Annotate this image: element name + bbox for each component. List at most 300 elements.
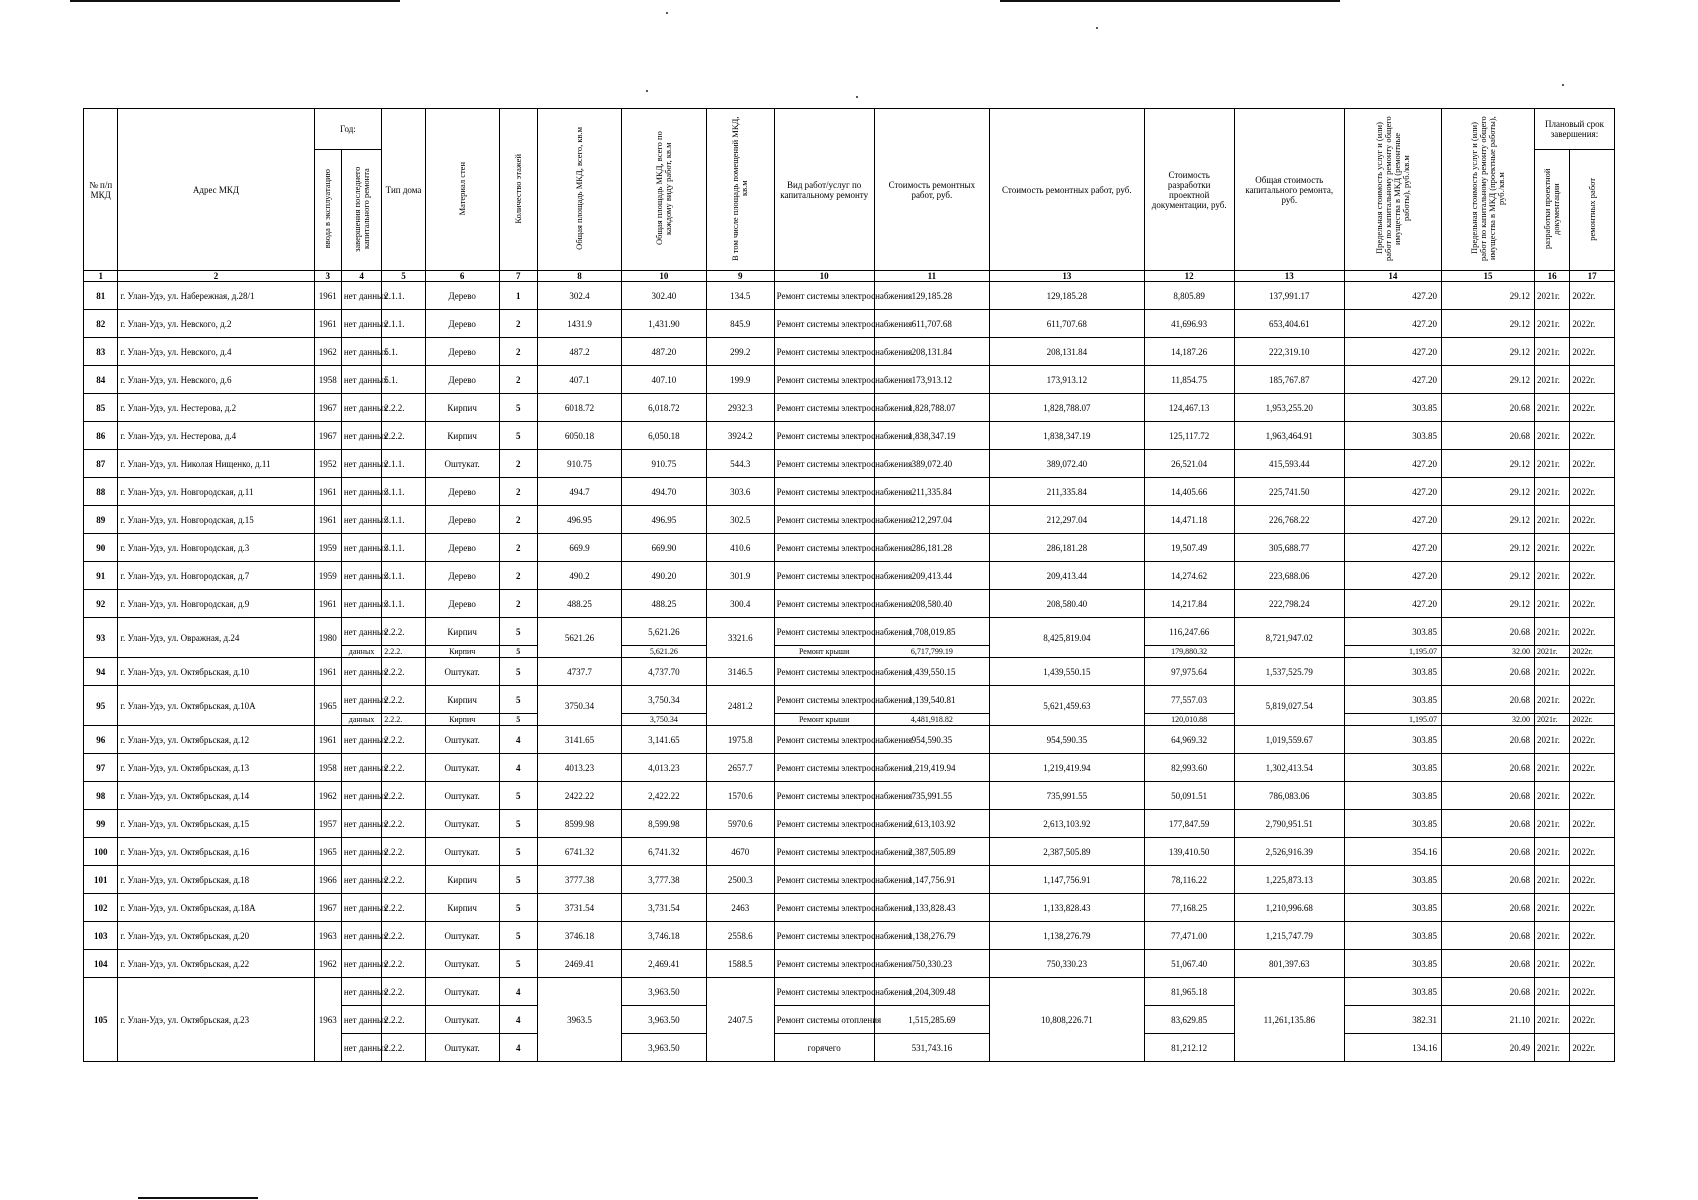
- address-cell: г. Улан-Удэ, ул. Нестерова, д.2: [118, 394, 314, 422]
- limit-repair-cell: 303.85: [1344, 658, 1441, 686]
- column-number: 16: [1534, 271, 1569, 282]
- limit-project-cell: 32.00: [1441, 646, 1534, 658]
- premises-area-cell: 1570.6: [706, 782, 774, 810]
- limit-repair-cell: 427.20: [1344, 590, 1441, 618]
- floors-cell: 5: [499, 618, 537, 646]
- repair-cost-total-cell: 129,185.28: [989, 282, 1144, 310]
- total-cost-cell: 226,768.22: [1234, 506, 1344, 534]
- total-cost-cell: 223,688.06: [1234, 562, 1344, 590]
- row-number: 98: [84, 782, 118, 810]
- column-number: 12: [1144, 271, 1234, 282]
- row-number: 103: [84, 922, 118, 950]
- work-type-cell: Ремонт крыши: [774, 714, 874, 726]
- address-cell: г. Улан-Удэ, ул. Новгородская, д.15: [118, 506, 314, 534]
- commission-year-cell: 1961: [314, 590, 341, 618]
- header-address: Адрес МКД: [118, 109, 314, 271]
- deadline-repair-cell: 2022г.: [1570, 658, 1615, 686]
- total-area-cell: 1431.9: [538, 310, 622, 338]
- work-type-cell: Ремонт системы электроснабжения: [774, 394, 874, 422]
- repair-cost-total-cell: 211,335.84: [989, 478, 1144, 506]
- header-deadline: Плановый срок завершения:: [1534, 109, 1614, 150]
- deadline-project-cell: 2021г.: [1534, 338, 1569, 366]
- work-type-cell: Ремонт системы отопления: [774, 1006, 874, 1034]
- scan-edge-bottom: [138, 1197, 258, 1199]
- scan-speck: [646, 90, 648, 92]
- last-repair-year-cell: данных: [341, 646, 381, 658]
- repair-cost-cell: 212,297.04: [874, 506, 989, 534]
- work-type-cell: Ремонт системы электроснабжения: [774, 562, 874, 590]
- deadline-project-cell: 2021г.: [1534, 562, 1569, 590]
- row-number: 90: [84, 534, 118, 562]
- last-repair-year-cell: нет данных: [341, 922, 381, 950]
- work-type-cell: Ремонт системы электроснабжения: [774, 978, 874, 1006]
- last-repair-year-cell: нет данных: [341, 506, 381, 534]
- repair-cost-cell: 173,913.12: [874, 366, 989, 394]
- total-area-cell: 302.4: [538, 282, 622, 310]
- total-area-cell: 3963.5: [538, 978, 622, 1062]
- address-cell: г. Улан-Удэ, ул. Овражная, д.24: [118, 618, 314, 658]
- address-cell: г. Улан-Удэ, ул. Октябрьская, д.23: [118, 978, 314, 1062]
- wall-material-cell: Дерево: [425, 366, 499, 394]
- header-floors: Количество этажей: [499, 109, 537, 271]
- floors-cell: 4: [499, 726, 537, 754]
- scan-edge-top-left: [70, 0, 400, 2]
- repair-cost-cell: 209,413.44: [874, 562, 989, 590]
- limit-project-cell: 20.68: [1441, 922, 1534, 950]
- limit-project-cell: 20.68: [1441, 618, 1534, 646]
- address-cell: г. Улан-Удэ, ул. Невского, д.4: [118, 338, 314, 366]
- house-type-cell: 2.1.1.: [382, 282, 425, 310]
- premises-area-cell: 410.6: [706, 534, 774, 562]
- row-number: 99: [84, 810, 118, 838]
- address-cell: г. Улан-Удэ, ул. Новгородская, д.3: [118, 534, 314, 562]
- total-cost-cell: 653,404.61: [1234, 310, 1344, 338]
- house-type-cell: 2.2.2.: [382, 754, 425, 782]
- work-type-cell: Ремонт системы электроснабжения: [774, 422, 874, 450]
- commission-year-cell: 1961: [314, 478, 341, 506]
- project-cost-cell: 139,410.50: [1144, 838, 1234, 866]
- house-type-cell: 2.2.2.: [382, 686, 425, 714]
- repair-cost-total-cell: 1,838,347.19: [989, 422, 1144, 450]
- total-cost-cell: 1,210,996.68: [1234, 894, 1344, 922]
- column-number: 2: [118, 271, 314, 282]
- floors-cell: 1: [499, 282, 537, 310]
- floors-cell: 4: [499, 1006, 537, 1034]
- deadline-repair-cell: 2022г.: [1570, 810, 1615, 838]
- repair-cost-cell: 1,439,550.15: [874, 658, 989, 686]
- row-number: 89: [84, 506, 118, 534]
- premises-area-cell: 301.9: [706, 562, 774, 590]
- total-area-cell: 487.2: [538, 338, 622, 366]
- table-row: [84, 590, 1615, 618]
- total-area-cell: 6741.32: [538, 838, 622, 866]
- work-area-cell: 6,741.32: [621, 838, 706, 866]
- header-total-cost: Общая стоимость капитального ремонта, руб.: [1234, 109, 1344, 271]
- floors-cell: 5: [499, 782, 537, 810]
- work-type-cell: Ремонт системы электроснабжения: [774, 590, 874, 618]
- address-cell: г. Улан-Удэ, ул. Новгородская, д.7: [118, 562, 314, 590]
- work-area-cell: 1,431.90: [621, 310, 706, 338]
- total-cost-cell: 2,790,951.51: [1234, 810, 1344, 838]
- total-area-cell: 407.1: [538, 366, 622, 394]
- deadline-repair-cell: 2022г.: [1570, 866, 1615, 894]
- repair-cost-cell: 1,139,540.81: [874, 686, 989, 714]
- total-area-cell: 488.25: [538, 590, 622, 618]
- total-area-cell: 6018.72: [538, 394, 622, 422]
- total-cost-cell: 2,526,916.39: [1234, 838, 1344, 866]
- last-repair-year-cell: нет данных: [341, 1034, 381, 1062]
- commission-year-cell: 1963: [314, 922, 341, 950]
- address-cell: г. Улан-Удэ, ул. Октябрьская, д.18: [118, 866, 314, 894]
- floors-cell: 4: [499, 978, 537, 1006]
- wall-material-cell: Оштукат.: [425, 810, 499, 838]
- floors-cell: 2: [499, 590, 537, 618]
- house-type-cell: 3.1.1.: [382, 506, 425, 534]
- limit-project-cell: 29.12: [1441, 450, 1534, 478]
- limit-repair-cell: 427.20: [1344, 310, 1441, 338]
- repair-cost-total-cell: 208,580.40: [989, 590, 1144, 618]
- last-repair-year-cell: нет данных: [341, 450, 381, 478]
- header-year: Год:: [314, 109, 382, 150]
- project-cost-cell: 19,507.49: [1144, 534, 1234, 562]
- repair-cost-total-cell: 1,219,419.94: [989, 754, 1144, 782]
- deadline-repair-cell: 2022г.: [1570, 978, 1615, 1006]
- deadline-project-cell: 2021г.: [1534, 646, 1569, 658]
- limit-project-cell: 20.68: [1441, 810, 1534, 838]
- wall-material-cell: Оштукат.: [425, 1006, 499, 1034]
- table-row: [84, 686, 1615, 714]
- project-cost-cell: 77,557.03: [1144, 686, 1234, 714]
- floors-cell: 2: [499, 478, 537, 506]
- floors-cell: 5: [499, 866, 537, 894]
- repair-cost-cell: 129,185.28: [874, 282, 989, 310]
- deadline-repair-cell: 2022г.: [1570, 686, 1615, 714]
- work-area-cell: 3,746.18: [621, 922, 706, 950]
- deadline-project-cell: 2021г.: [1534, 922, 1569, 950]
- header-limit-repair: Предельная стоимость услуг и (или) работ по капитальному ремонту общего имущества в МКД (ремонтные работы), руб./кв.м: [1344, 109, 1441, 271]
- project-cost-cell: 14,217.84: [1144, 590, 1234, 618]
- deadline-repair-cell: 2022г.: [1570, 590, 1615, 618]
- repair-cost-total-cell: 750,330.23: [989, 950, 1144, 978]
- premises-area-cell: 302.5: [706, 506, 774, 534]
- repair-cost-cell: 611,707.68: [874, 310, 989, 338]
- premises-area-cell: 2500.3: [706, 866, 774, 894]
- limit-repair-cell: 427.20: [1344, 562, 1441, 590]
- house-type-cell: 2.2.2.: [382, 394, 425, 422]
- deadline-repair-cell: 2022г.: [1570, 310, 1615, 338]
- wall-material-cell: Дерево: [425, 590, 499, 618]
- limit-project-cell: 29.12: [1441, 534, 1534, 562]
- repair-cost-cell: 1,219,419.94: [874, 754, 989, 782]
- row-number: 83: [84, 338, 118, 366]
- floors-cell: 2: [499, 562, 537, 590]
- row-number: 104: [84, 950, 118, 978]
- last-repair-year-cell: данных: [341, 714, 381, 726]
- total-cost-cell: 222,319.10: [1234, 338, 1344, 366]
- work-type-cell: Ремонт системы электроснабжения: [774, 782, 874, 810]
- repair-cost-cell: 6,717,799.19: [874, 646, 989, 658]
- repair-cost-cell: 1,828,788.07: [874, 394, 989, 422]
- wall-material-cell: Дерево: [425, 506, 499, 534]
- last-repair-year-cell: нет данных: [341, 782, 381, 810]
- commission-year-cell: 1961: [314, 310, 341, 338]
- commission-year-cell: 1957: [314, 810, 341, 838]
- address-cell: г. Улан-Удэ, ул. Октябрьская, д.18А: [118, 894, 314, 922]
- address-cell: г. Улан-Удэ, ул. Нестерова, д.4: [118, 422, 314, 450]
- total-cost-cell: 225,741.50: [1234, 478, 1344, 506]
- address-cell: г. Улан-Удэ, ул. Октябрьская, д.15: [118, 810, 314, 838]
- work-type-cell: Ремонт системы электроснабжения: [774, 534, 874, 562]
- house-type-cell: 2.2.2.: [382, 1034, 425, 1062]
- wall-material-cell: Кирпич: [425, 394, 499, 422]
- work-type-cell: Ремонт системы электроснабжения: [774, 950, 874, 978]
- table-row: [84, 810, 1615, 838]
- house-type-cell: 2.2.2.: [382, 782, 425, 810]
- work-type-cell: Ремонт системы электроснабжения: [774, 922, 874, 950]
- work-area-cell: 487.20: [621, 338, 706, 366]
- last-repair-year-cell: нет данных: [341, 894, 381, 922]
- wall-material-cell: Оштукат.: [425, 978, 499, 1006]
- project-cost-cell: 14,187.26: [1144, 338, 1234, 366]
- column-number: 3: [314, 271, 341, 282]
- work-area-cell: 3,963.50: [621, 1034, 706, 1062]
- premises-area-cell: 544.3: [706, 450, 774, 478]
- column-number: 10: [621, 271, 706, 282]
- last-repair-year-cell: нет данных: [341, 658, 381, 686]
- total-area-cell: 496.95: [538, 506, 622, 534]
- project-cost-cell: 14,471.18: [1144, 506, 1234, 534]
- work-area-cell: 3,777.38: [621, 866, 706, 894]
- commission-year-cell: 1967: [314, 422, 341, 450]
- house-type-cell: 2.2.2.: [382, 838, 425, 866]
- wall-material-cell: Оштукат.: [425, 950, 499, 978]
- premises-area-cell: 1975.8: [706, 726, 774, 754]
- table-row: [84, 450, 1615, 478]
- address-cell: г. Улан-Удэ, ул. Октябрьская, д.12: [118, 726, 314, 754]
- repair-cost-total-cell: 1,133,828.43: [989, 894, 1144, 922]
- floors-cell: 2: [499, 310, 537, 338]
- total-area-cell: 3731.54: [538, 894, 622, 922]
- repair-cost-cell: 2,613,103.92: [874, 810, 989, 838]
- scan-speck: [1096, 27, 1098, 29]
- address-cell: г. Улан-Удэ, ул. Октябрьская, д.14: [118, 782, 314, 810]
- work-area-cell: 407.10: [621, 366, 706, 394]
- premises-area-cell: 3146.5: [706, 658, 774, 686]
- work-type-cell: Ремонт системы электроснабжения: [774, 726, 874, 754]
- limit-project-cell: 29.12: [1441, 478, 1534, 506]
- last-repair-year-cell: нет данных: [341, 978, 381, 1006]
- row-number: 91: [84, 562, 118, 590]
- deadline-repair-cell: 2022г.: [1570, 366, 1615, 394]
- wall-material-cell: Кирпич: [425, 618, 499, 646]
- deadline-repair-cell: 2022г.: [1570, 506, 1615, 534]
- last-repair-year-cell: нет данных: [341, 338, 381, 366]
- last-repair-year-cell: нет данных: [341, 590, 381, 618]
- work-type-cell: Ремонт системы электроснабжения: [774, 894, 874, 922]
- wall-material-cell: Оштукат.: [425, 450, 499, 478]
- limit-repair-cell: 427.20: [1344, 366, 1441, 394]
- wall-material-cell: Кирпич: [425, 686, 499, 714]
- house-type-cell: 2.2.2.: [382, 978, 425, 1006]
- limit-repair-cell: 303.85: [1344, 782, 1441, 810]
- floors-cell: 5: [499, 658, 537, 686]
- repair-cost-cell: 735,991.55: [874, 782, 989, 810]
- total-cost-cell: 137,991.17: [1234, 282, 1344, 310]
- row-number: 94: [84, 658, 118, 686]
- limit-repair-cell: 427.20: [1344, 338, 1441, 366]
- house-type-cell: 2.1.1.: [382, 310, 425, 338]
- wall-material-cell: Кирпич: [425, 422, 499, 450]
- total-area-cell: 3777.38: [538, 866, 622, 894]
- limit-repair-cell: 427.20: [1344, 450, 1441, 478]
- repair-cost-total-cell: 173,913.12: [989, 366, 1144, 394]
- deadline-project-cell: 2021г.: [1534, 714, 1569, 726]
- total-cost-cell: 786,083.06: [1234, 782, 1344, 810]
- repair-cost-cell: 208,131.84: [874, 338, 989, 366]
- work-area-cell: 6,018.72: [621, 394, 706, 422]
- total-area-cell: 494.7: [538, 478, 622, 506]
- header-repair-cost: Стоимость ремонтных работ, руб.: [874, 109, 989, 271]
- deadline-repair-cell: 2022г.: [1570, 282, 1615, 310]
- project-cost-cell: 177,847.59: [1144, 810, 1234, 838]
- limit-project-cell: 20.68: [1441, 978, 1534, 1006]
- column-number: 15: [1441, 271, 1534, 282]
- project-cost-cell: 11,854.75: [1144, 366, 1234, 394]
- repair-cost-total-cell: 208,131.84: [989, 338, 1144, 366]
- floors-cell: 4: [499, 1034, 537, 1062]
- commission-year-cell: 1965: [314, 838, 341, 866]
- last-repair-year-cell: нет данных: [341, 422, 381, 450]
- limit-repair-cell: 303.85: [1344, 922, 1441, 950]
- last-repair-year-cell: нет данных: [341, 686, 381, 714]
- total-cost-cell: 1,537,525.79: [1234, 658, 1344, 686]
- commission-year-cell: 1963: [314, 978, 341, 1062]
- wall-material-cell: Дерево: [425, 282, 499, 310]
- header-year-last-repair: завершения последнего капитального ремонта: [341, 150, 381, 271]
- header-deadline-repair: ремонтных работ: [1570, 150, 1615, 271]
- limit-repair-cell: 303.85: [1344, 754, 1441, 782]
- address-cell: г. Улан-Удэ, ул. Октябрьская, д.22: [118, 950, 314, 978]
- row-number: 85: [84, 394, 118, 422]
- limit-repair-cell: 303.85: [1344, 978, 1441, 1006]
- wall-material-cell: Оштукат.: [425, 838, 499, 866]
- premises-area-cell: 4670: [706, 838, 774, 866]
- table-row: [84, 422, 1615, 450]
- project-cost-cell: 83,629.85: [1144, 1006, 1234, 1034]
- repair-cost-cell: 208,580.40: [874, 590, 989, 618]
- total-cost-cell: 1,225,873.13: [1234, 866, 1344, 894]
- work-area-cell: 496.95: [621, 506, 706, 534]
- address-cell: г. Улан-Удэ, ул. Октябрьская, д.13: [118, 754, 314, 782]
- deadline-project-cell: 2021г.: [1534, 590, 1569, 618]
- repair-cost-total-cell: 1,828,788.07: [989, 394, 1144, 422]
- repair-cost-cell: 2,387,505.89: [874, 838, 989, 866]
- table-row: [84, 894, 1615, 922]
- deadline-repair-cell: 2022г.: [1570, 950, 1615, 978]
- last-repair-year-cell: нет данных: [341, 754, 381, 782]
- commission-year-cell: 1965: [314, 686, 341, 726]
- wall-material-cell: Кирпич: [425, 646, 499, 658]
- address-cell: г. Улан-Удэ, ул. Набережная, д.28/1: [118, 282, 314, 310]
- deadline-project-cell: 2021г.: [1534, 534, 1569, 562]
- limit-repair-cell: 427.20: [1344, 506, 1441, 534]
- address-cell: г. Улан-Удэ, ул. Новгородская, д.11: [118, 478, 314, 506]
- repair-cost-total-cell: 389,072.40: [989, 450, 1144, 478]
- total-area-cell: 2469.41: [538, 950, 622, 978]
- work-area-cell: 2,422.22: [621, 782, 706, 810]
- work-area-cell: 2,469.41: [621, 950, 706, 978]
- deadline-repair-cell: 2022г.: [1570, 1034, 1615, 1062]
- wall-material-cell: Дерево: [425, 562, 499, 590]
- last-repair-year-cell: нет данных: [341, 394, 381, 422]
- premises-area-cell: 134.5: [706, 282, 774, 310]
- commission-year-cell: 1958: [314, 754, 341, 782]
- wall-material-cell: Дерево: [425, 338, 499, 366]
- project-cost-cell: 51,067.40: [1144, 950, 1234, 978]
- commission-year-cell: 1961: [314, 506, 341, 534]
- table-row: [84, 950, 1615, 978]
- total-area-cell: 2422.22: [538, 782, 622, 810]
- repair-cost-cell: 1,838,347.19: [874, 422, 989, 450]
- work-type-cell: Ремонт системы электроснабжения: [774, 866, 874, 894]
- limit-repair-cell: 382.31: [1344, 1006, 1441, 1034]
- row-number: 82: [84, 310, 118, 338]
- project-cost-cell: 116,247.66: [1144, 618, 1234, 646]
- capital-repair-table: [83, 108, 1615, 1062]
- work-area-cell: 3,141.65: [621, 726, 706, 754]
- repair-cost-cell: 389,072.40: [874, 450, 989, 478]
- deadline-project-cell: 2021г.: [1534, 950, 1569, 978]
- wall-material-cell: Оштукат.: [425, 726, 499, 754]
- table-row: [84, 618, 1615, 646]
- total-area-cell: 490.2: [538, 562, 622, 590]
- deadline-repair-cell: 2022г.: [1570, 726, 1615, 754]
- limit-repair-cell: 427.20: [1344, 282, 1441, 310]
- deadline-repair-cell: 2022г.: [1570, 394, 1615, 422]
- column-number: 4: [341, 271, 381, 282]
- premises-area-cell: 845.9: [706, 310, 774, 338]
- repair-cost-total-cell: 5,621,459.63: [989, 686, 1144, 726]
- deadline-repair-cell: 2022г.: [1570, 782, 1615, 810]
- house-type-cell: 2.2.2.: [382, 618, 425, 646]
- repair-cost-total-cell: 611,707.68: [989, 310, 1144, 338]
- row-number: 88: [84, 478, 118, 506]
- total-cost-cell: 1,215,747.79: [1234, 922, 1344, 950]
- total-cost-cell: 1,302,413.54: [1234, 754, 1344, 782]
- repair-cost-total-cell: 212,297.04: [989, 506, 1144, 534]
- address-cell: г. Улан-Удэ, ул. Николая Нищенко, д.11: [118, 450, 314, 478]
- deadline-repair-cell: 2022г.: [1570, 562, 1615, 590]
- row-number: 96: [84, 726, 118, 754]
- total-cost-cell: 11,261,135.86: [1234, 978, 1344, 1062]
- commission-year-cell: 1961: [314, 726, 341, 754]
- project-cost-cell: 120,010.88: [1144, 714, 1234, 726]
- work-area-cell: 3,963.50: [621, 978, 706, 1006]
- floors-cell: 2: [499, 450, 537, 478]
- total-area-cell: 5621.26: [538, 618, 622, 658]
- project-cost-cell: 41,696.93: [1144, 310, 1234, 338]
- work-area-cell: 669.90: [621, 534, 706, 562]
- deadline-project-cell: 2021г.: [1534, 394, 1569, 422]
- last-repair-year-cell: нет данных: [341, 950, 381, 978]
- house-type-cell: 2.2.2.: [382, 646, 425, 658]
- work-area-cell: 910.75: [621, 450, 706, 478]
- deadline-project-cell: 2021г.: [1534, 782, 1569, 810]
- work-type-cell: Ремонт системы электроснабжения: [774, 810, 874, 838]
- scan-speck: [666, 12, 668, 14]
- address-cell: г. Улан-Удэ, ул. Октябрьская, д.10: [118, 658, 314, 686]
- total-area-cell: 3750.34: [538, 686, 622, 726]
